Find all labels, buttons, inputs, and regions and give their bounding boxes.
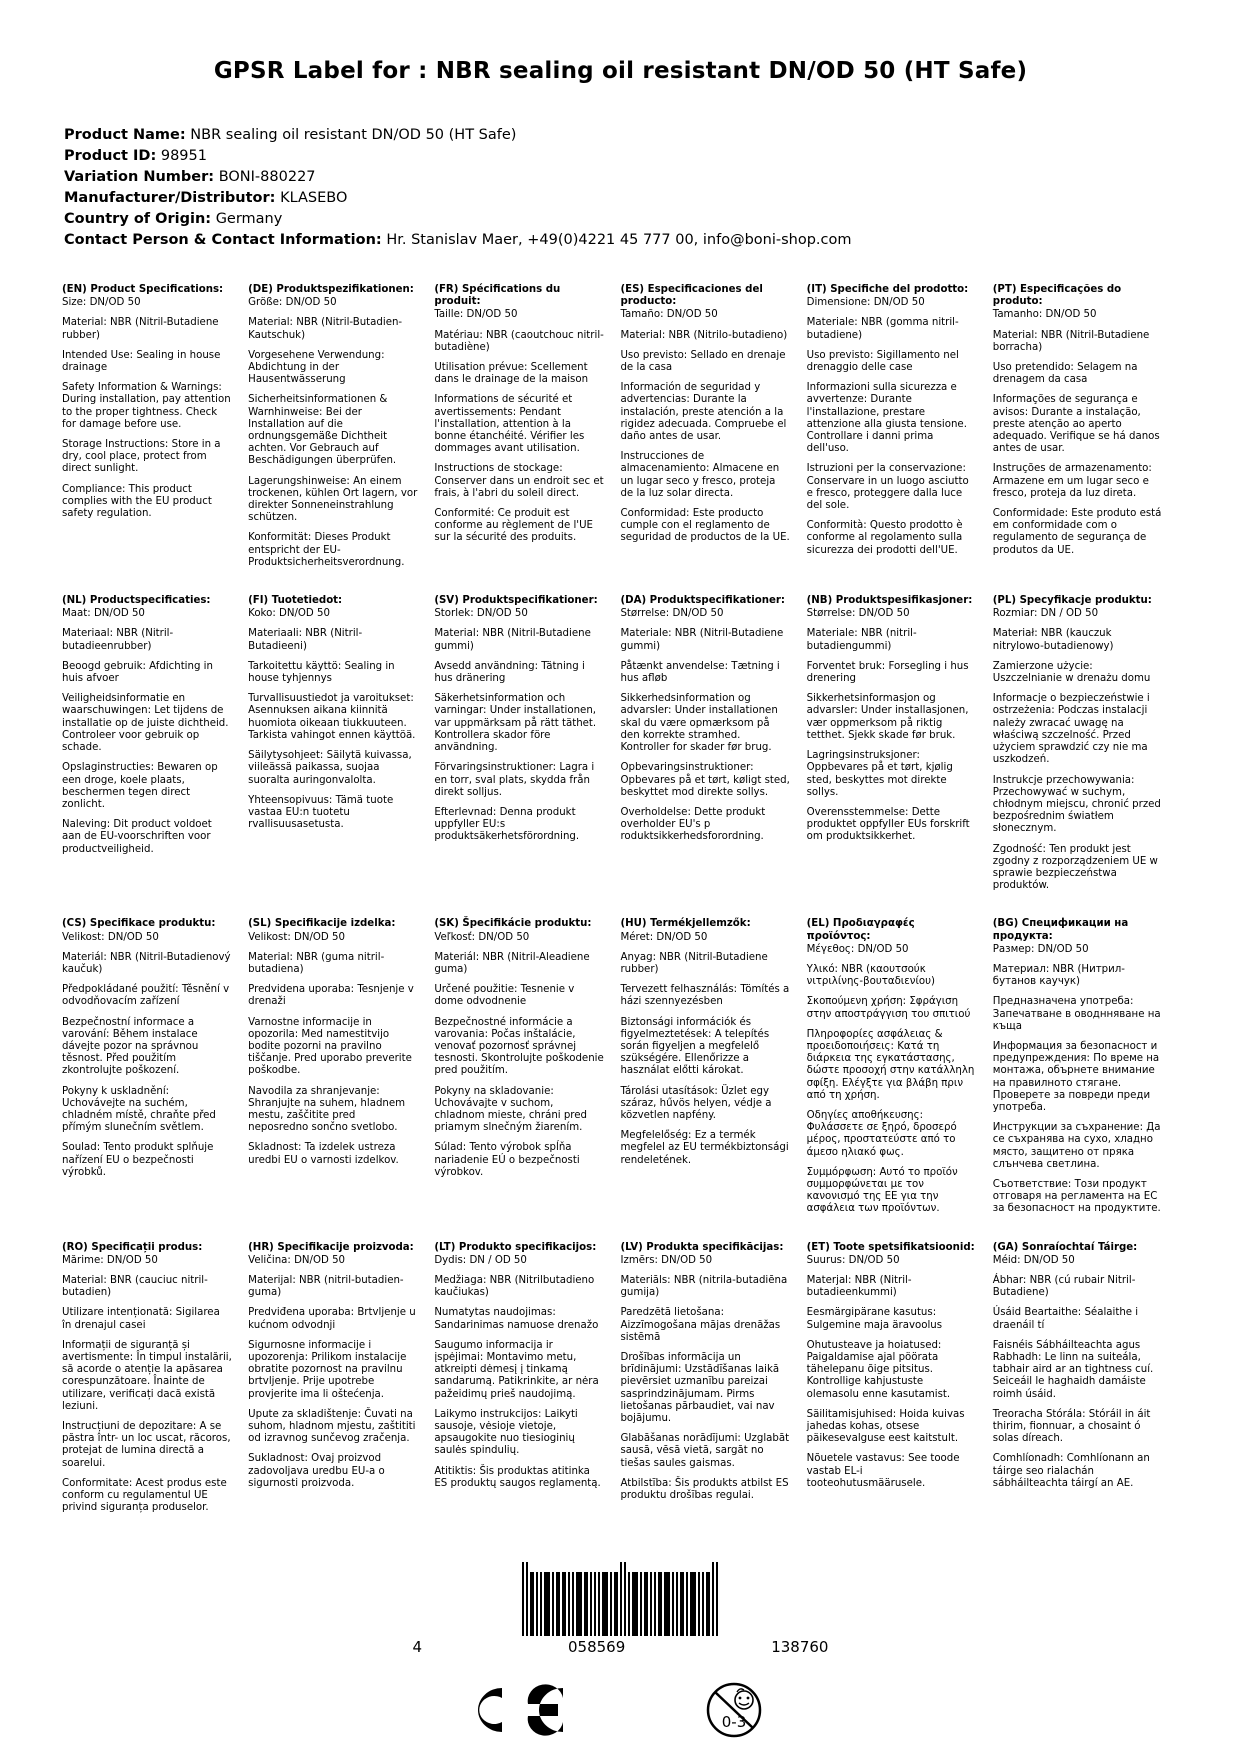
spec-storage: Opbevaringsinstruktioner: Opbevares på et tørt, køligt sted, beskyttet mod direkte sollys.	[620, 762, 790, 798]
spec-safety: Saugumo informacija ir įspėjimai: Montavimo metu, atkreipti dėmesį į tinkamą sandarumą. Patikrinkite, ar nėra pažeidimų prieš naudojimą.	[434, 1339, 599, 1400]
spec-intended-use: Úsáid Beartaithe: Séalaithe i draenáil tí	[992, 1307, 1139, 1331]
spec-compliance: Overensstemmelse: Dette produktet oppfyller EUs forskrift om produktsikkerhet.	[806, 806, 970, 843]
spec-safety: Информация за безопасност и предупреждения: По време на монтажа, обърнете внимание на правилното стягане. Проверете за повреди преди употреба.	[992, 1040, 1160, 1113]
language-block-sk	[434, 918, 620, 1179]
meta-value: KLASEBO	[280, 190, 348, 206]
spec-intended-use: Tarkoitettu käyttö: Sealing in house tyhjennys	[248, 660, 395, 685]
product-meta	[64, 126, 1179, 250]
language-block-da	[620, 595, 806, 843]
barcode-area	[62, 1562, 1179, 1656]
spec-safety: Faisnéis Sábháilteachta agus Rabhadh: Le linn na suiteála, tabhair aird ar an tightness cuí. Seiceáil le haghaidh damáiste roimh úsáid.	[992, 1339, 1154, 1400]
language-header: (NB) Produktspesifikasjoner:	[806, 595, 973, 607]
spec-intended-use: Beoogd gebruik: Afdichting in huis afvoer	[62, 660, 213, 685]
spec-storage: Pokyny k uskladnění: Uchovávejte na suchém, chladném místě, chraňte před přímým slunečním světlem.	[62, 1085, 216, 1134]
spec-intended-use: Uso previsto: Sigillamento nel drenaggio delle case	[806, 349, 959, 374]
language-block-cs	[62, 918, 248, 1179]
language-header: (SV) Produktspecifikationer:	[434, 595, 598, 607]
spec-size: Dimensione: DN/OD 50	[806, 297, 925, 309]
spec-intended-use: Uso previsto: Sellado en drenaje de la casa	[620, 349, 786, 374]
spec-material: Materiaali: NBR (Nitril-Butadieeni)	[248, 628, 363, 652]
language-header: (NL) Productspecificaties:	[62, 595, 211, 607]
spec-compliance: Atitiktis: Šis produktas atitinka ES produktų saugos reglamentą.	[434, 1465, 601, 1489]
spec-compliance: Yhteensopivuus: Tämä tuote vastaa EU:n tuotetu rvallisuusasetusta.	[248, 794, 394, 831]
spec-safety: Ohutusteave ja hoiatused: Paigaldamise ajal pöörata tähelepanu õige pitsitus. Kontrollige kahjustuste olemasolu enne kasutamist.	[806, 1339, 951, 1400]
spec-storage: Laikymo instrukcijos: Laikyti sausoje, vėsioje vietoje, apsaugokite nuo tiesioginių saulės spindulių.	[434, 1408, 578, 1457]
spec-compliance: Efterlevnad: Denna produkt uppfyller EU:s produktsäkerhetsförordning.	[434, 806, 580, 843]
spec-intended-use: Utilisation prévue: Scellement dans le drainage de la maison	[434, 362, 589, 386]
spec-safety: Drošības informācija un brīdinājumi: Uzstādīšanas laikā pievērsiet uzmanību pareizai sasprindzinājumam. Pirms lietošanas pārbaudiet, vai nav bojājumu.	[620, 1352, 780, 1425]
spec-material: Materiale: NBR (gomma nitril-butadiene)	[806, 317, 959, 341]
language-block-ga	[993, 1242, 1179, 1490]
meta-row-product-id	[64, 147, 1179, 166]
language-row-2	[62, 595, 1179, 892]
spec-safety: Informations de sécurité et avertissements: Pendant l'installation, attention à la bonne étanchéité. Vérifier les dommages avant utilisation.	[434, 394, 585, 455]
spec-size: Méret: DN/OD 50	[620, 931, 708, 943]
ean13-barcode	[522, 1562, 720, 1636]
spec-size: Tamanho: DN/OD 50	[992, 309, 1097, 321]
spec-storage: Instrukcje przechowywania: Przechowywać w suchym, chłodnym miejscu, chronić przed bezpośrednim światłem słonecznym.	[992, 774, 1161, 835]
language-header: (PT) Especificações do produto:	[992, 284, 1122, 308]
language-header: (ET) Toote spetsifikatsioonid:	[806, 1241, 975, 1253]
spec-safety: Varnostne informacije in opozorila: Med namestitvijo bodite pozorni na pravilno tiščanje. Pred uporabo preverite poškodbe.	[248, 1016, 412, 1077]
language-block-fr	[434, 284, 620, 545]
spec-storage: Инструкции за съхранение: Да се съхранява на сухо, хладно място, защитено от пряка слънчева светлина.	[992, 1122, 1161, 1170]
meta-label: Product Name:	[64, 127, 186, 143]
language-block-de	[248, 284, 434, 569]
spec-compliance: Soulad: Tento produkt splňuje nařízení EU o bezpečnosti výrobků.	[62, 1142, 214, 1178]
spec-compliance: Naleving: Dit product voldoet aan de EU-voorschriften voor productveiligheid.	[62, 819, 212, 855]
language-header: (LV) Produkta specifikācijas:	[620, 1241, 784, 1253]
page-title: GPSR Label for : NBR sealing oil resistant DN/OD 50 (HT Safe)	[213, 58, 1028, 84]
language-header: (BG) Спецификации на продукта:	[992, 918, 1129, 942]
spec-safety: Sicherheitsinformationen & Warnhinweise: Bei der Installation auf die ordnungsgemäße Dichtheit achten. Vor Gebrauch auf Beschädigungen überprüfen.	[248, 394, 397, 467]
meta-value: Hr. Stanislav Maer, +49(0)4221 45 777 00, info@boni-shop.com	[386, 232, 852, 248]
spec-compliance: Sukladnost: Ovaj proizvod zadovoljava uredbu EU-a o sigurnosti proizvoda.	[248, 1453, 385, 1489]
spec-size: Méid: DN/OD 50	[992, 1254, 1075, 1266]
spec-safety: Bezpečnostní informace a varování: Během instalace dávejte pozor na správnou těsnost. Před použitím zkontrolujte poškození.	[62, 1016, 199, 1077]
language-header: (IT) Specifiche del prodotto:	[806, 284, 969, 295]
spec-safety: Πληροφορίες ασφάλειας & προειδοποιήσεις: Κατά τη διάρκεια της εγκατάστασης, δώστε προσοχή στην κατάλληλη σφίξη. Ελέγξτε για βλάβη πριν από τη χρήση.	[806, 1028, 975, 1101]
spec-storage: Lagringsinstruksjoner: Oppbevares på et tørt, kjølig sted, beskyttes mot direkte sollys.	[806, 750, 953, 798]
spec-compliance: Súlad: Tento výrobok spĺňa nariadenie EÚ o bezpečnosti výrobkov.	[434, 1142, 580, 1178]
barcode-group-2: 138760	[771, 1638, 829, 1657]
spec-storage: Οδηγίες αποθήκευσης: Φυλάσσετε σε ξηρό, δροσερό μέρος, προστατεύστε από το άμεσο ηλιακό φως.	[806, 1109, 957, 1158]
spec-storage: Upute za skladištenje: Čuvati na suhom, hladnom mjestu, zaštititi od izravnog sunčevog zračenja.	[248, 1408, 416, 1445]
spec-compliance: Skladnost: Ta izdelek ustreza uredbi EU o varnosti izdelkov.	[248, 1142, 399, 1166]
meta-row-product-name	[64, 126, 1179, 145]
spec-compliance: Megfelelőség: Ez a termék megfelel az EU termékbiztonsági rendeletének.	[620, 1130, 789, 1166]
spec-intended-use: Påtænkt anvendelse: Tætning i hus afløb	[620, 660, 780, 685]
spec-intended-use: Predvidena uporaba: Tesnjenje v drenaži	[248, 984, 414, 1008]
spec-material: Material: NBR (Nitril-Butadien-Kautschuk)	[248, 317, 403, 341]
spec-storage: Säilitamisjuhised: Hoida kuivas jahedas kohas, otsese päikesevalguse eest kaitstult.	[806, 1408, 965, 1445]
spec-safety: Safety Information & Warnings: During installation, pay attention to the proper tightness. Check for damage before use.	[62, 382, 231, 430]
language-header: (RO) Specificații produs:	[62, 1241, 203, 1253]
language-header: (GA) Sonraíochtaí Táirge:	[992, 1241, 1138, 1253]
language-block-el	[807, 918, 993, 1215]
meta-row-manufacturer	[64, 189, 1179, 208]
language-block-bg	[993, 918, 1179, 1215]
meta-row-contact	[64, 231, 1179, 250]
spec-material: Υλικό: NBR (καουτσούκ νιτριλίνης-βουταδιενίου)	[806, 963, 935, 988]
spec-material: Ábhar: NBR (cú rubair Nitril-Butadiene)	[992, 1275, 1136, 1299]
spec-intended-use: Utilizare intenționată: Sigilarea în drenajul casei	[62, 1307, 220, 1331]
spec-compliance: Συμμόρφωση: Αυτό το προϊόν συμμορφώνεται με τον κανονισμό της ΕΕ για την ασφάλεια των προϊόντων.	[806, 1166, 958, 1215]
spec-intended-use: Paredzētā lietošana: Aizzīmogošana mājas drenāžas sistēmā	[620, 1307, 781, 1343]
spec-storage: Instrucciones de almacenamiento: Almacene en un lugar seco y fresco, proteja de la luz solar directa.	[620, 451, 780, 499]
language-header: (FR) Spécifications du produit:	[434, 284, 561, 308]
spec-compliance: Comhlíonadh: Comhlíonann an táirge seo rialachán sábháilteachta táirgí an AE.	[992, 1453, 1150, 1489]
spec-safety: Sikkerhedsinformation og advarsler: Under installationen skal du være opmærksom på den korrekte stramhed. Kontroller for skader før brug.	[620, 693, 778, 754]
spec-intended-use: Předpokládané použití: Těsnění v odvodňovacím zařízení	[62, 984, 230, 1008]
meta-row-variation-number	[64, 168, 1179, 187]
spec-safety: Veiligheidsinformatie en waarschuwingen: Let tijdens de installatie op de juiste dichtheid. Controleer voor gebruik op schade.	[62, 693, 229, 754]
barcode-digits	[411, 1638, 831, 1656]
spec-size: Dydis: DN / OD 50	[434, 1254, 527, 1266]
spec-compliance: Conformidade: Este produto está em conformidade com o regulamento de segurança de produtos da UE.	[992, 508, 1162, 556]
spec-storage: Lagerungshinweise: An einem trockenen, kühlen Ort lagern, vor direkter Sonneneinstrahlung schützen.	[248, 475, 418, 524]
spec-material: Materiale: NBR (Nitril-Butadiene gummi)	[620, 628, 784, 652]
spec-size: Størrelse: DN/OD 50	[806, 608, 910, 620]
spec-intended-use: Предназначена употреба: Запечатване в оводнняване на къща	[992, 996, 1161, 1032]
spec-intended-use: Predviđena uporaba: Brtvljenje u kućnom odvodnji	[248, 1307, 416, 1331]
spec-intended-use: Forventet bruk: Forsegling i hus drenering	[806, 660, 969, 685]
spec-material: Materiał: NBR (kauczuk nitrylowo-butadienowy)	[992, 628, 1114, 652]
spec-safety: Informații de siguranță și avertismente: În timpul instalării, să acorde o atenție la apăsarea corespunzătoare. Înainte de utilizare, verificați dacă există leziuni.	[62, 1339, 232, 1412]
meta-label: Manufacturer/Distributor:	[64, 190, 276, 206]
language-block-sl	[248, 918, 434, 1166]
spec-compliance: Zgodność: Ten produkt jest zgodny z rozporządzeniem UE w sprawie bezpieczeństwa produktów.	[992, 843, 1158, 892]
spec-intended-use: Avsedd användning: Tätning i hus dränering	[434, 660, 585, 685]
spec-size: Veličina: DN/OD 50	[248, 1254, 346, 1266]
meta-row-country-of-origin	[64, 210, 1179, 229]
spec-size: Storlek: DN/OD 50	[434, 608, 528, 620]
language-block-hr	[248, 1242, 434, 1490]
spec-compliance: Overholdelse: Dette produkt overholder EU's p roduktsikkerhedsforordning.	[620, 806, 766, 843]
language-header: (DE) Produktspezifikationen:	[248, 284, 414, 295]
ce-mark-icon	[458, 1682, 568, 1738]
spec-compliance: Съответствие: Този продукт отговаря на регламента на ЕС за безопасност на продуктите.	[992, 1178, 1161, 1215]
spec-size: Størrelse: DN/OD 50	[620, 608, 724, 620]
spec-material: Materiál: NBR (Nitril-Butadienový kaučuk)	[62, 951, 231, 975]
meta-label: Variation Number:	[64, 169, 215, 185]
spec-material: Materiaal: NBR (Nitril-butadieenrubber)	[62, 628, 174, 652]
language-row-3	[62, 918, 1179, 1215]
language-header: (PL) Specyfikacje produktu:	[992, 595, 1152, 607]
compliance-marks	[62, 1682, 1179, 1738]
spec-material: Anyag: NBR (Nitril-Butadiene rubber)	[620, 951, 768, 975]
spec-storage: Pokyny na skladovanie: Uchovávajte v suchom, chladnom mieste, chráni pred priamym slnečným žiarením.	[434, 1085, 588, 1134]
spec-size: Maat: DN/OD 50	[62, 608, 145, 620]
spec-material: Material: NBR (Nitrilo-butadieno)	[620, 329, 788, 341]
spec-intended-use: Vorgesehene Verwendung: Abdichtung in der Hausentwässerung	[248, 349, 385, 386]
spec-storage: Instruções de armazenamento: Armazene em um lugar seco e fresco, proteja da luz direta.	[992, 463, 1152, 499]
language-block-ro	[62, 1242, 248, 1515]
spec-storage: Instrucțiuni de depozitare: A se păstra într- un loc uscat, răcoros, protejat de lumina directă a soarelui.	[62, 1421, 231, 1469]
spec-material: Material: NBR (Nitril-Butadiene gummi)	[434, 628, 591, 652]
age-warning-0-3-icon	[688, 1682, 784, 1738]
language-block-en	[62, 284, 248, 520]
language-header: (SL) Specifikacije izdelka:	[248, 918, 396, 930]
language-block-nl	[62, 595, 248, 856]
spec-intended-use: Tervezett felhasználás: Tömítés a házi szennyezésben	[620, 984, 790, 1008]
language-header: (ES) Especificaciones del producto:	[620, 284, 763, 308]
spec-size: Koko: DN/OD 50	[248, 608, 330, 620]
spec-safety: Biztonsági információk és figyelmeztetések: A telepítés során figyeljen a megfelelő szükségére. Ellenőrizze a használat előtti károkat.	[620, 1016, 770, 1077]
language-block-pt	[993, 284, 1179, 557]
language-header: (EL) Προδιαγραφές προϊόντος:	[806, 918, 915, 942]
spec-compliance: Atbilstība: Šis produkts atbilst ES produktu drošības regulai.	[620, 1477, 789, 1502]
language-block-fi	[248, 595, 434, 831]
spec-size: Izmērs: DN/OD 50	[620, 1254, 713, 1266]
language-block-sv	[434, 595, 620, 843]
meta-value: NBR sealing oil resistant DN/OD 50 (HT Safe)	[190, 127, 517, 143]
language-header: (EN) Product Specifications:	[62, 284, 224, 295]
language-block-et	[807, 1242, 993, 1490]
spec-size: Size: DN/OD 50	[62, 297, 141, 309]
language-block-es	[620, 284, 806, 545]
spec-intended-use: Intended Use: Sealing in house drainage	[62, 349, 221, 374]
spec-compliance: Konformität: Dieses Produkt entspricht der EU-Produktsicherheitsverordnung.	[248, 532, 405, 568]
spec-storage: Förvaringsinstruktioner: Lagra i en torr, sval plats, skydda från direkt solljus.	[434, 762, 595, 798]
spec-storage: Opslaginstructies: Bewaren op een droge, koele plaats, beschermen tegen direct zonlicht.	[62, 762, 218, 810]
spec-intended-use: Určené použitie: Tesnenie v dome odvodnenie	[434, 984, 575, 1008]
spec-compliance: Conformidad: Este producto cumple con el reglamento de seguridad de productos de la UE.	[620, 508, 790, 544]
spec-safety: Turvallisuustiedot ja varoitukset: Asennuksen aikana kiinnitä huomiota oikeaan tiukkuuteen. Tarkista vahingot ennen käyttöä.	[248, 693, 416, 741]
spec-size: Μέγεθος: DN/OD 50	[806, 943, 909, 955]
spec-intended-use: Σκοπούμενη χρήση: Σφράγιση στην αποστράγγιση του σπιτιού	[806, 996, 971, 1020]
spec-size: Suurus: DN/OD 50	[806, 1254, 900, 1266]
spec-compliance: Conformitate: Acest produs este conform cu regulamentul UE privind siguranța produselor.	[62, 1477, 227, 1514]
spec-size: Размер: DN/OD 50	[992, 943, 1089, 955]
spec-material: Materiale: NBR (nitril-butadiengummi)	[806, 628, 917, 652]
barcode-group-1: 058569	[568, 1638, 626, 1657]
meta-label: Country of Origin:	[64, 211, 212, 227]
language-header: (DA) Produktspecifikationer:	[620, 595, 785, 607]
spec-storage: Instructions de stockage: Conserver dans un endroit sec et frais, à l'abri du soleil direct.	[434, 463, 604, 499]
spec-storage: Glabāšanas norādījumi: Uzglabāt sausā, vēsā vietā, sargāt no tiešas saules gaismas.	[620, 1433, 790, 1469]
language-row-4	[62, 1242, 1179, 1515]
spec-safety: Informações de segurança e avisos: Durante a instalação, preste atenção ao aperto adequado. Verifique se há danos antes de usar.	[992, 394, 1160, 455]
spec-safety: Bezpečnostné informácie a varovania: Počas inštalácie, venovať pozornosť správnej tesnosti. Skontrolujte poškodenie pred použitím.	[434, 1016, 604, 1077]
spec-size: Tamaño: DN/OD 50	[620, 309, 718, 321]
spec-material: Material: NBR (guma nitril-butadiena)	[248, 951, 385, 975]
spec-safety: Sikkerhetsinformasjon og advarsler: Under installasjonen, vær oppmerksom på riktig tetthet. Sjekk skade før bruk.	[806, 693, 969, 741]
meta-value: 98951	[160, 148, 207, 164]
spec-intended-use: Zamierzone użycie: Uszczelnianie w drenażu domu	[992, 660, 1151, 685]
spec-intended-use: Eesmärgipärane kasutus: Sulgemine maja äravoolus	[806, 1307, 943, 1331]
spec-safety: Informazioni sulla sicurezza e avvertenze: Durante l'installazione, prestare attenzione alla giusta tensione. Controllare i danni prima dell'uso.	[806, 382, 967, 455]
language-block-lt	[434, 1242, 620, 1490]
language-header: (HU) Termékjellemzők:	[620, 918, 751, 930]
spec-size: Velikost: DN/OD 50	[62, 931, 159, 943]
spec-size: Rozmiar: DN / OD 50	[992, 608, 1099, 620]
spec-material: Matériau: NBR (caoutchouc nitril-butadiène)	[434, 329, 604, 353]
spec-material: Materiāls: NBR (nitrila-butadiēna gumija)	[620, 1275, 788, 1299]
spec-intended-use: Uso pretendido: Selagem na drenagem da casa	[992, 362, 1138, 386]
spec-material: Material: NBR (Nitril-Butadiene borracha)	[992, 329, 1150, 353]
language-block-pl	[993, 595, 1179, 892]
spec-storage: Säilytysohjeet: Säilytä kuivassa, viileässä paikassa, suojaa suoralta auringonvalolta.	[248, 750, 412, 786]
spec-safety: Säkerhetsinformation och varningar: Under installationen, var uppmärksam på rätt täthet. Kontrollera skador före användning.	[434, 693, 597, 754]
language-header: (LT) Produkto specifikacijos:	[434, 1241, 597, 1253]
meta-value: BONI-880227	[218, 169, 316, 185]
language-block-lv	[620, 1242, 806, 1503]
language-row-1	[62, 284, 1179, 569]
barcode-left-digit: 4	[412, 1638, 423, 1657]
language-header: (FI) Tuotetiedot:	[248, 595, 343, 607]
spec-size: Veľkosť: DN/OD 50	[434, 931, 530, 943]
spec-compliance: Nõuetele vastavus: See toode vastab EL-i tooteohutusmäärusele.	[806, 1453, 960, 1489]
spec-compliance: Conformità: Questo prodotto è conforme al regolamento sulla sicurezza dei prodotti dell'UE.	[806, 520, 963, 556]
meta-label: Product ID:	[64, 148, 157, 164]
spec-material: Material: NBR (Nitril-Butadiene rubber)	[62, 317, 219, 341]
spec-safety: Informacje o bezpieczeństwie i ostrzeżenia: Podczas instalacji należy zwracać uwagę na właściwą szczelność. Przed użyciem sprawdzić czy nie ma uszkodzeń.	[992, 693, 1150, 766]
age-range-label: 0-3	[721, 1713, 746, 1732]
spec-storage: Tárolási utasítások: Üzlet egy száraz, hűvös helyen, védje a közvetlen napfény.	[620, 1085, 772, 1121]
spec-storage: Storage Instructions: Store in a dry, cool place, protect from direct sunlight.	[62, 439, 221, 475]
spec-size: Mărime: DN/OD 50	[62, 1254, 158, 1266]
spec-compliance: Compliance: This product complies with the EU product safety regulation.	[62, 483, 212, 520]
spec-safety: Sigurnosne informacije i upozorenja: Prilikom instalacije obratite pozornost na pravilnu brtvljenje. Prije upotrebe provjerite ima li oštećenja.	[248, 1339, 407, 1400]
language-block-it	[807, 284, 993, 557]
spec-material: Materiál: NBR (Nitril-Aleadiene guma)	[434, 951, 590, 975]
spec-material: Materijal: NBR (nitril-butadien-guma)	[248, 1275, 404, 1299]
spec-size: Größe: DN/OD 50	[248, 297, 337, 309]
language-header: (HR) Specifikacije proizvoda:	[248, 1241, 414, 1253]
spec-storage: Navodila za shranjevanje: Shranjujte na suhem, hladnem mestu, zaščitite pred neposredno sončno svetlobo.	[248, 1085, 406, 1134]
language-block-hu	[620, 918, 806, 1166]
spec-size: Velikost: DN/OD 50	[248, 931, 345, 943]
spec-storage: Treoracha Stórála: Stóráil in áit thirim, fionnuar, a chosaint ó solas díreach.	[992, 1408, 1151, 1445]
spec-material: Materjal: NBR (Nitril-butadieenkummi)	[806, 1275, 912, 1299]
spec-size: Taille: DN/OD 50	[434, 309, 518, 321]
language-header: (CS) Specifikace produktu:	[62, 918, 216, 930]
language-header: (SK) Špecifikácie produktu:	[434, 918, 592, 930]
spec-storage: Istruzioni per la conservazione: Conservare in un luogo asciutto e fresco, proteggere dalla luce del sole.	[806, 463, 969, 512]
spec-safety: Información de seguridad y advertencias: Durante la instalación, preste atención a la rigidez adecuada. Compruebe el daño antes de usar.	[620, 382, 787, 443]
spec-compliance: Conformité: Ce produit est conforme au règlement de l'UE sur la sécurité des produits.	[434, 508, 593, 544]
spec-material: Материал: NBR (Нитрил-бутанов каучук)	[992, 963, 1125, 988]
meta-label: Contact Person & Contact Information:	[64, 232, 382, 248]
spec-material: Material: BNR (cauciuc nitril-butadien)	[62, 1275, 208, 1299]
spec-material: Medžiaga: NBR (Nitrilbutadieno kaučiukas)	[434, 1275, 595, 1299]
language-block-nb	[807, 595, 993, 843]
meta-value: Germany	[215, 211, 283, 227]
spec-intended-use: Numatytas naudojimas: Sandarinimas namuose drenažo	[434, 1307, 599, 1331]
